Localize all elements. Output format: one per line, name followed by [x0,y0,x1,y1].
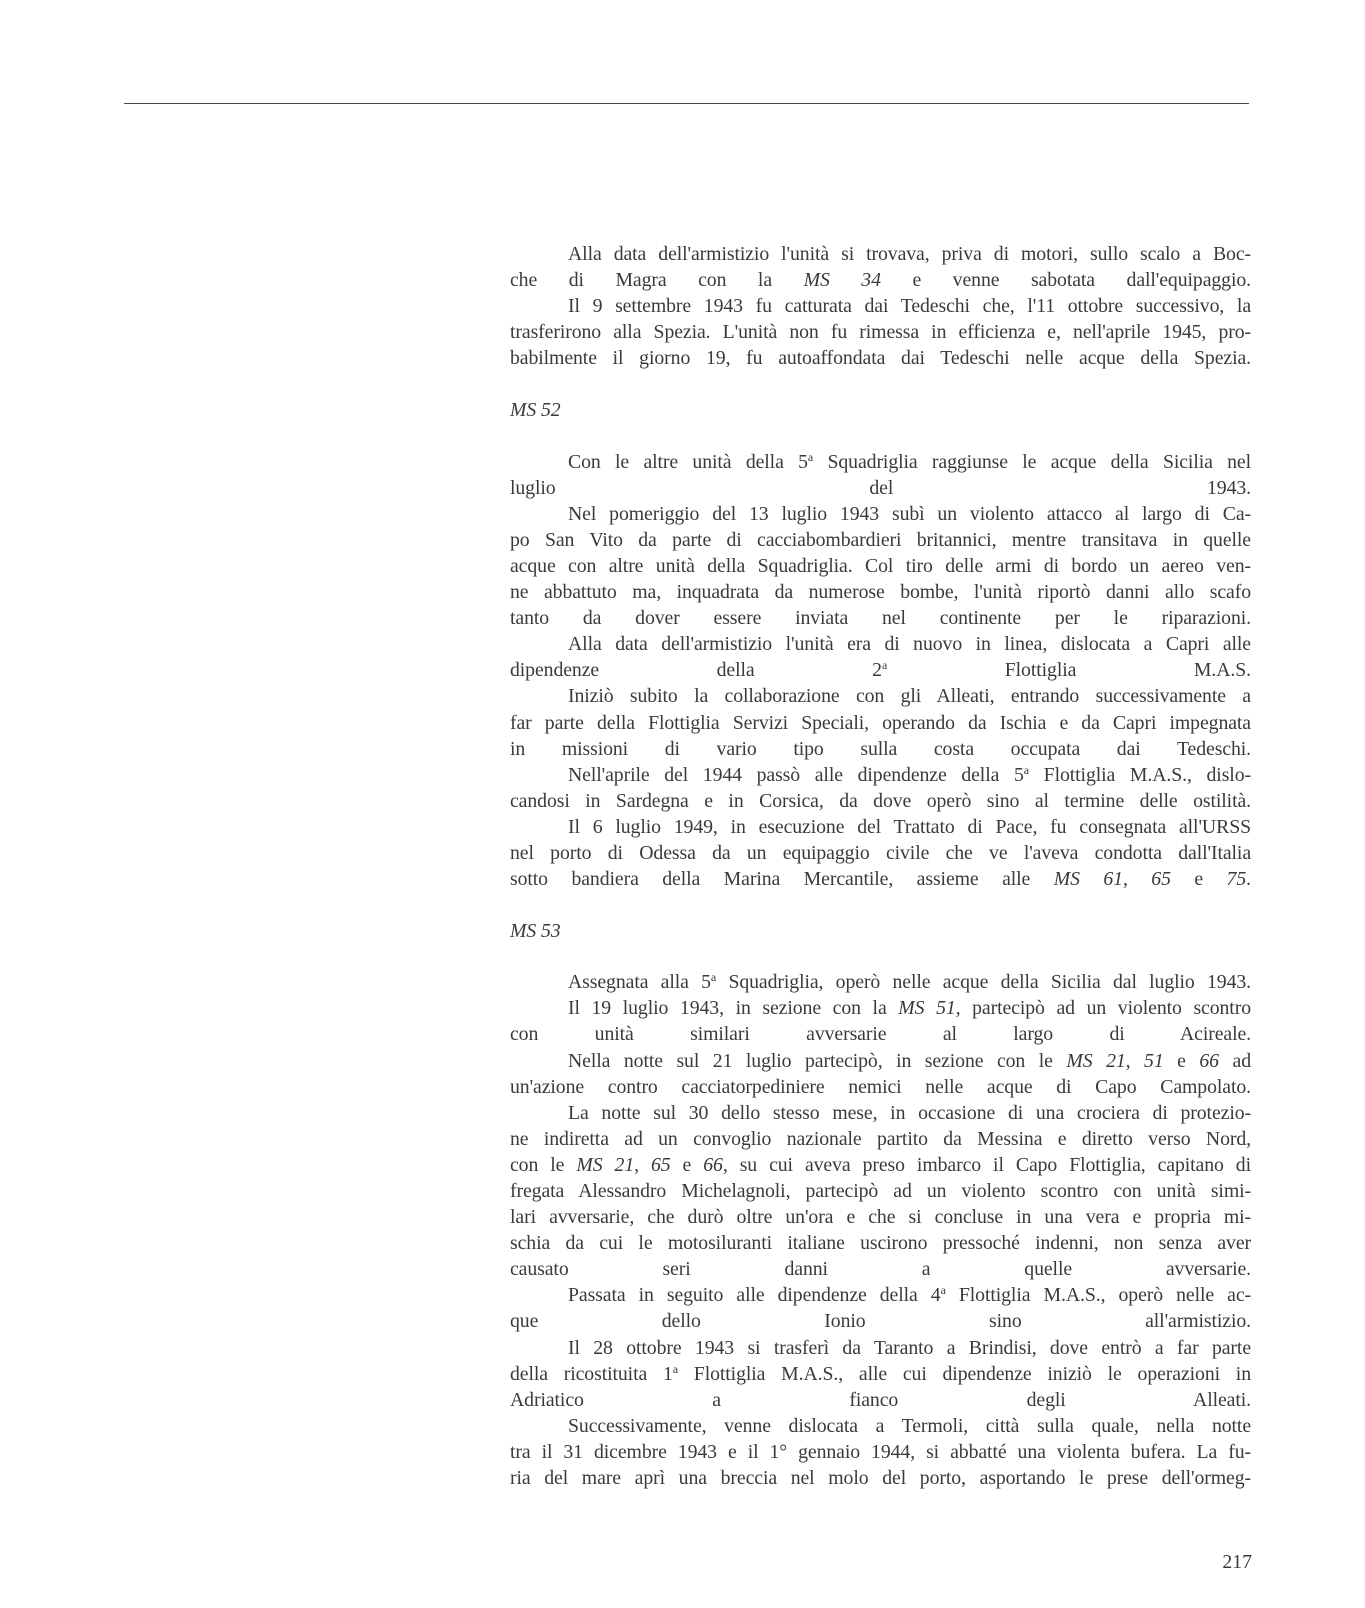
section-heading-ms52: MS 52 [510,399,561,422]
paragraph: Assegnata alla 5$^a$ Squadriglia, operò nelle acque della Sicilia dal luglio 1943. [568,970,1252,994]
paragraph: Il 9 settembre 1943 fu catturata dai Tedeschi che, l'11 ottobre successivo, la trasferirono alla Spezia. L'unità non fu rimessa in efficienza e, nell'aprile 1945, pro- babilmente il giorno 19, fu autoaffondata dai Tedeschi nelle acque della Spezia. [510,295,1251,370]
paragraph: Con le altre unità della 5$^a$ Squadriglia raggiunse le acque della Sicilia nel luglio del 1943. [510,449,1252,499]
paragraph: Successivamente, venne dislocata a Termoli, città sulla quale, nella notte tra il 31 dicembre 1943 e il 1° gennaio 1944, si abbatté una violenta bufera. La fu- ria del mare aprì una breccia nel molo del porto, asportando le prese dell'ormeg- [510,1414,1251,1490]
paragraph: Il 19 luglio 1943, in sezione con la MS 51, partecipò ad un violento scontro con unità similari avversarie al largo di Acireale. [510,997,1251,1046]
paragraph: La notte sul 30 dello stesso mese, in occasione di una crociera di protezio- ne indiretta ad un convoglio nazionale partito da Messina e diretto verso Nord, con le MS 21, 65 e 66, su cui aveva preso imbarco il Capo Flottiglia, capitano di fregata Alessandro Michelagnoli, partecipò ad un violento scontro con unità simi- lari avversarie, che durò oltre un'ora e che si concluse in una vera e propria mi- schia da cui le motosiluranti italiane uscirono pressoché indenni, non senza aver causato seri danni a quelle avversarie. [510,1101,1251,1281]
paragraph: Nel pomeriggio del 13 luglio 1943 subì un violento attacco al largo di Ca- po San Vito da parte di cacciabombardieri britannici, mentre transitava in quelle acque con altre unità della Squadriglia. Col tiro delle armi di bordo un aereo ven- ne abbattuto ma, inquadrata da numerose bombe, l'unità riportò danni allo scafo tanto da dover essere inviata nel continente per le riparazioni. [510,502,1251,630]
paragraph: Nell'aprile del 1944 passò alle dipendenze della 5$^a$ Flottiglia M.A.S., dislo- candosi in Sardegna e in Corsica, da dove operò sino al termine delle ostilità. [510,762,1251,812]
header-rule [124,103,1249,104]
paragraph: Il 6 luglio 1949, in esecuzione del Trattato di Pace, fu consegnata all'URSS nel porto di Odessa da un equipaggio civile che ve l'aveva condotta dall'Italia sotto bandiera della Marina Mercantile, assieme alle MS 61, 65 e 75. [510,815,1251,891]
page-number: 217 [1222,1551,1252,1573]
page-body [510,241,1251,1491]
paragraph: Iniziò subito la collaborazione con gli Alleati, entrando successivamente a far parte della Flottiglia Servizi Speciali, operando da Ischia e da Capri impegnata in missioni di vario tipo sulla costa occupata dai Tedeschi. [510,685,1251,760]
paragraph: Alla data dell'armistizio l'unità era di nuovo in linea, dislocata a Capri alle dipendenze della 2$^a$ Flottiglia M.A.S. [510,633,1251,682]
section-heading-ms53: MS 53 [510,920,561,943]
paragraph: Alla data dell'armistizio l'unità si trovava, priva di motori, sullo scalo a Boc- che di Magra con la MS 34 e venne sabotata dall'equipaggio. [510,243,1251,292]
paragraph: Il 28 ottobre 1943 si trasferì da Taranto a Brindisi, dove entrò a far parte della ricostituita 1$^a$ Flottiglia M.A.S., alle cui dipendenze iniziò le operazioni in Adriatico a fianco degli Alleati. [510,1336,1251,1411]
paragraph: Passata in seguito alle dipendenze della 4$^a$ Flottiglia M.A.S., operò nelle ac- que dello Ionio sino all'armistizio. [510,1283,1251,1333]
paragraph: Nella notte sul 21 luglio partecipò, in sezione con le MS 21, 51 e 66 ad un'azione contro cacciatorpediniere nemici nelle acque di Capo Campolato. [510,1049,1251,1098]
